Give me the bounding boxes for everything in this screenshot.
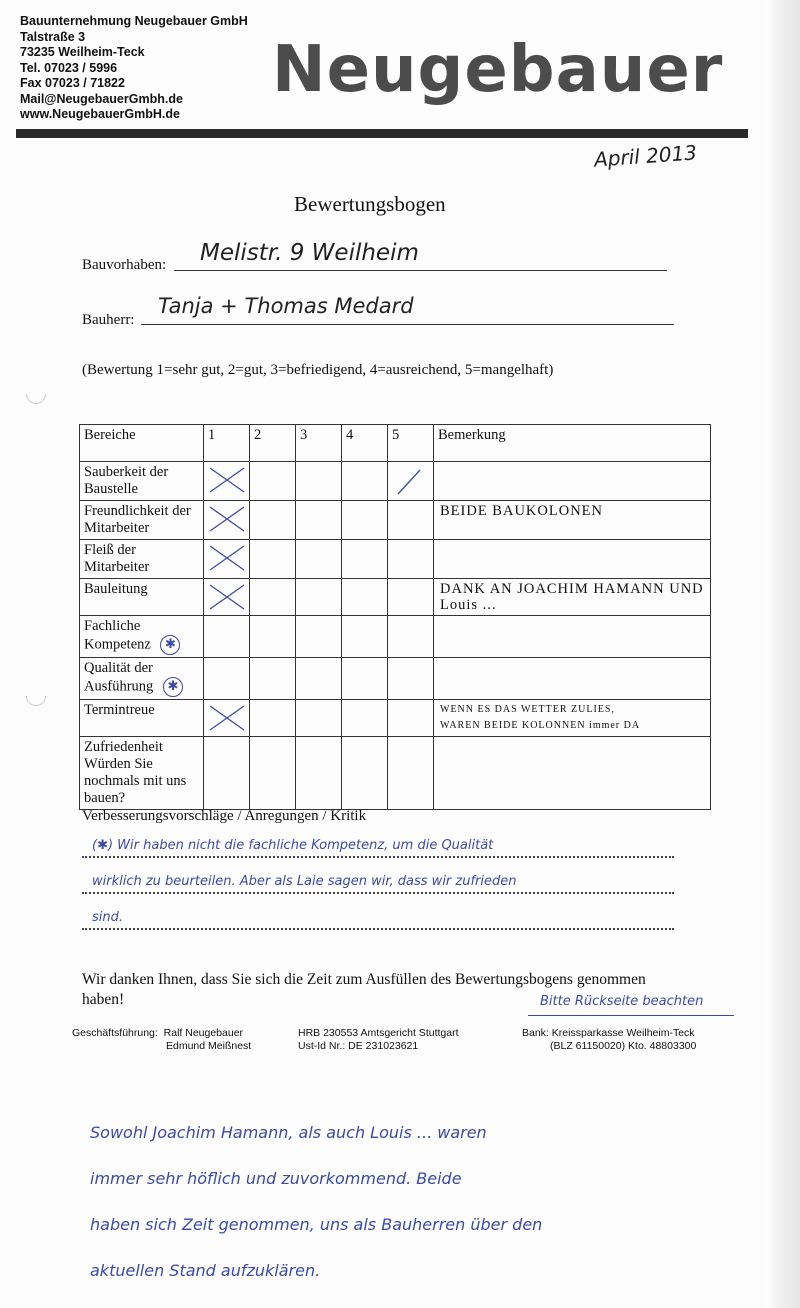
- management-name: Ralf Neugebauer: [163, 1027, 244, 1039]
- company-line: Fax 07023 / 71822: [20, 76, 125, 90]
- remark-cell[interactable]: [434, 540, 711, 579]
- company-line: www.NeugebauerGmbH.de: [20, 107, 180, 121]
- table-row: [80, 658, 711, 700]
- rating-cell-4[interactable]: [342, 462, 388, 501]
- category-label: Termintreue: [80, 700, 204, 737]
- register-line: Ust-Id Nr.: DE 231023621: [298, 1040, 419, 1052]
- bank-line: Bank: Kreissparkasse Weilheim-Teck: [522, 1027, 695, 1039]
- remark-text: DANK AN JOACHIM HAMANN UND: [440, 581, 704, 597]
- rating-cell-3[interactable]: [296, 462, 342, 501]
- remark-cell[interactable]: [434, 700, 711, 737]
- category-text: Fachliche Kompetenz: [84, 618, 151, 653]
- rating-cell-1[interactable]: [204, 737, 250, 810]
- rating-cell-5[interactable]: [388, 579, 434, 616]
- footer-management: [72, 1027, 251, 1053]
- rating-cell-2[interactable]: [250, 501, 296, 540]
- rating-cell-2[interactable]: [250, 700, 296, 737]
- company-logo: Neugebauer: [272, 33, 724, 107]
- rating-cell-5[interactable]: [388, 616, 434, 658]
- header-cell: 4: [342, 425, 388, 462]
- rating-cell-1[interactable]: [204, 501, 250, 540]
- rating-cell-3[interactable]: [296, 579, 342, 616]
- rating-cell-4[interactable]: [342, 616, 388, 658]
- company-address: [20, 14, 248, 123]
- company-line: Mail@NeugebauerGmbh.de: [20, 91, 183, 106]
- rating-cell-1[interactable]: [204, 616, 250, 658]
- rating-cell-5[interactable]: [388, 658, 434, 700]
- table-row: [80, 501, 711, 540]
- rating-cell-3[interactable]: [296, 501, 342, 540]
- table-row: [80, 700, 711, 737]
- management-name: Edmund Meißnest: [166, 1040, 252, 1052]
- rating-cell-5[interactable]: [388, 737, 434, 810]
- category-label: [80, 658, 204, 700]
- remark-cell[interactable]: [434, 501, 711, 540]
- management-label: Geschäftsführung:: [72, 1027, 158, 1039]
- form-title: Bewertungsbogen: [294, 192, 446, 216]
- category-label: [80, 616, 204, 658]
- bauvorhaben-line: [174, 270, 667, 271]
- rating-cell-2[interactable]: [250, 737, 296, 810]
- table-row: [80, 462, 711, 501]
- remark-cell[interactable]: [434, 616, 711, 658]
- handwritten-line: aktuellen Stand aufzuklären.: [90, 1261, 321, 1280]
- suggestion-line[interactable]: [82, 892, 674, 894]
- company-line: Tel. 07023 / 5996: [20, 60, 118, 75]
- remark-text: BEIDE BAUKOLONEN: [440, 503, 603, 519]
- handwritten-line: haben sich Zeit genommen, uns als Bauherren über den: [90, 1215, 543, 1234]
- rating-cell-1[interactable]: [204, 658, 250, 700]
- category-label: Sauberkeit der Baustelle: [80, 462, 204, 501]
- rating-cell-4[interactable]: [342, 700, 388, 737]
- table-row: [80, 540, 711, 579]
- rating-cell-2[interactable]: [250, 616, 296, 658]
- rating-cell-3[interactable]: [296, 540, 342, 579]
- suggestion-text: (✱) Wir haben nicht die fachliche Kompetenz, um die Qualität: [92, 838, 494, 853]
- header-cell: Bemerkung: [434, 425, 711, 462]
- header-cell: 2: [250, 425, 296, 462]
- punch-hole: [22, 682, 50, 710]
- handwritten-continuation: [90, 1110, 730, 1294]
- category-text: Qualität der Ausführung: [84, 660, 154, 695]
- cross-mark-icon: [206, 702, 248, 734]
- rating-cell-4[interactable]: [342, 579, 388, 616]
- bauvorhaben-value: Melistr. 9 Weilheim: [200, 240, 419, 266]
- suggestion-text: wirklich zu beurteilen. Aber als Laie sagen wir, dass wir zufrieden: [92, 874, 517, 889]
- slash-mark-icon: [390, 464, 432, 496]
- suggestion-line[interactable]: [82, 856, 674, 858]
- suggestion-text: sind.: [92, 910, 124, 925]
- company-line: Bauunternehmung Neugebauer GmbH: [20, 14, 248, 28]
- remark-text: WENN ES DAS WETTER ZULIES,: [440, 704, 615, 715]
- thanks-text: Wir danken Ihnen, dass Sie sich die Zeit zum Ausfüllen des Bewertungsbogens genommen haben!: [82, 971, 646, 1008]
- rating-cell-3[interactable]: [296, 700, 342, 737]
- handwritten-line: Sowohl Joachim Hamann, als auch Louis ... waren: [90, 1123, 487, 1142]
- rating-cell-2[interactable]: [250, 579, 296, 616]
- handwritten-date: April 2013: [593, 140, 698, 172]
- rating-cell-4[interactable]: [342, 501, 388, 540]
- rating-cell-5[interactable]: [388, 501, 434, 540]
- table-row: [80, 737, 711, 810]
- rating-cell-2[interactable]: [250, 540, 296, 579]
- remark-cell[interactable]: [434, 579, 711, 616]
- remark-text: WAREN BEIDE KOLONNEN immer DA: [440, 720, 641, 731]
- category-label: Zufriedenheit Würden Sie nochmals mit uns bauen?: [80, 737, 204, 810]
- company-line: Talstraße 3: [20, 29, 86, 44]
- see-back-underline: [528, 1015, 734, 1016]
- header-cell: 3: [296, 425, 342, 462]
- register-line: HRB 230553 Amtsgericht Stuttgart: [298, 1027, 459, 1039]
- punch-hole: [22, 380, 50, 408]
- cross-mark-icon: [206, 542, 248, 574]
- rating-cell-1[interactable]: [204, 462, 250, 501]
- rating-cell-1[interactable]: [204, 579, 250, 616]
- rating-cell-1[interactable]: [204, 540, 250, 579]
- rating-cell-1[interactable]: [204, 700, 250, 737]
- asterisk-icon: ✱: [160, 635, 180, 655]
- footer-bank: [522, 1027, 696, 1053]
- bank-line: (BLZ 61150020) Kto. 48803300: [550, 1040, 697, 1052]
- table-row: [80, 616, 711, 658]
- remark-cell[interactable]: [434, 737, 711, 810]
- cross-mark-icon: [206, 464, 248, 496]
- see-back-note: Bitte Rückseite beachten: [540, 994, 704, 1009]
- rating-cell-2[interactable]: [250, 658, 296, 700]
- rating-cell-4[interactable]: [342, 658, 388, 700]
- header-cell: 1: [204, 425, 250, 462]
- header-cell: 5: [388, 425, 434, 462]
- table-row: [80, 579, 711, 616]
- category-label: Fleiß der Mitarbeiter: [80, 540, 204, 579]
- rating-cell-4[interactable]: [342, 540, 388, 579]
- asterisk-icon: ✱: [163, 677, 183, 697]
- header-cell: Bereiche: [80, 425, 204, 462]
- footer-register: [298, 1027, 459, 1053]
- rating-cell-4[interactable]: [342, 737, 388, 810]
- bauherr-label: Bauherr:: [82, 312, 135, 328]
- suggestion-line[interactable]: [82, 928, 674, 930]
- scan-edge-shadow: [766, 0, 800, 1308]
- rating-cell-5[interactable]: [388, 462, 434, 501]
- rating-table: [79, 424, 711, 810]
- table-header-row: [80, 425, 711, 462]
- suggestions-label: Verbesserungsvorschläge / Anregungen / Kritik: [82, 808, 367, 824]
- rating-cell-2[interactable]: [250, 462, 296, 501]
- rating-scale-legend: (Bewertung 1=sehr gut, 2=gut, 3=befriedigend, 4=ausreichend, 5=mangelhaft): [82, 362, 554, 378]
- letterhead-rule: [16, 129, 748, 138]
- category-label: Freundlichkeit der Mitarbeiter: [80, 501, 204, 540]
- remark-cell[interactable]: [434, 658, 711, 700]
- rating-cell-5[interactable]: [388, 540, 434, 579]
- rating-cell-5[interactable]: [388, 700, 434, 737]
- remark-cell[interactable]: [434, 462, 711, 501]
- rating-cell-3[interactable]: [296, 658, 342, 700]
- bauherr-line: [141, 324, 674, 325]
- handwritten-line: immer sehr höflich und zuvorkommend. Beide: [90, 1169, 462, 1188]
- bauvorhaben-label: Bauvorhaben:: [82, 257, 167, 273]
- company-line: 73235 Weilheim-Teck: [20, 45, 145, 59]
- cross-mark-icon: [206, 503, 248, 535]
- bauherr-value: Tanja + Thomas Medard: [158, 294, 414, 318]
- category-label: Bauleitung: [80, 579, 204, 616]
- cross-mark-icon: [206, 581, 248, 613]
- rating-cell-3[interactable]: [296, 616, 342, 658]
- remark-text: Louis ...: [440, 597, 497, 613]
- rating-cell-3[interactable]: [296, 737, 342, 810]
